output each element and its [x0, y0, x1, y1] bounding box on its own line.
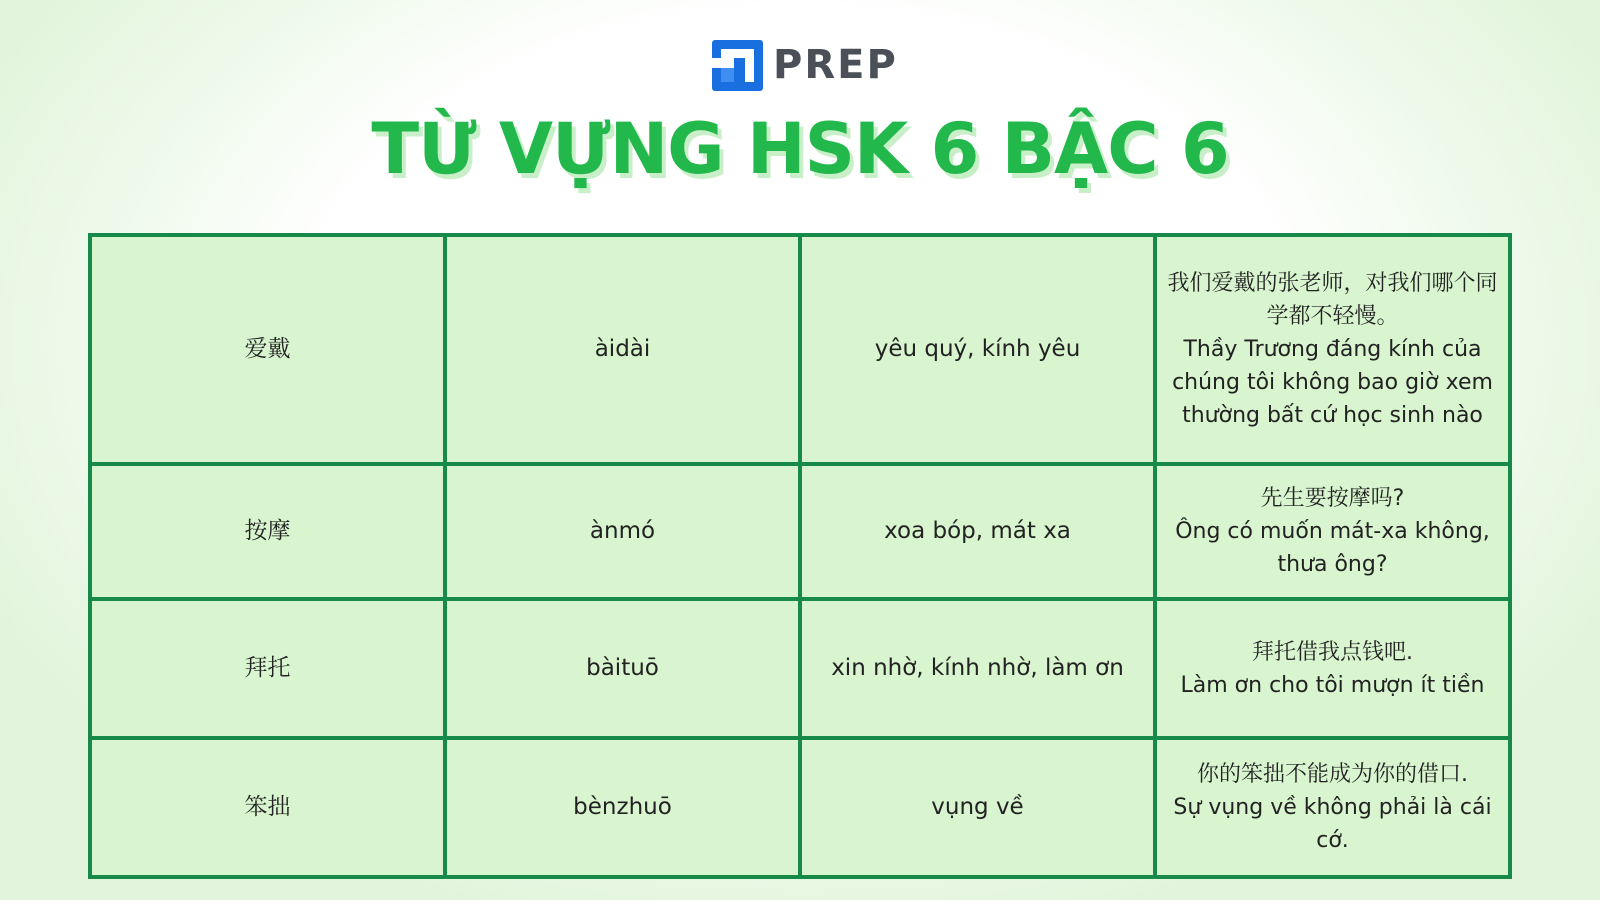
example-cell — [1155, 599, 1510, 737]
pinyin-cell: ànmó — [445, 464, 800, 599]
meaning-cell: vụng về — [800, 738, 1155, 877]
table-row — [90, 599, 1510, 737]
hanzi-cell: 按摩 — [90, 464, 445, 599]
example-cell — [1155, 464, 1510, 599]
example-vietnamese: Làm ơn cho tôi mượn ít tiền — [1180, 672, 1485, 698]
example-chinese: 先生要按摩吗? — [1260, 486, 1405, 512]
hanzi-cell: 拜托 — [90, 599, 445, 737]
prep-logo-icon — [712, 40, 763, 91]
prep-logo — [712, 38, 898, 92]
example-vietnamese: Sự vụng về không phải là cái cớ. — [1173, 794, 1492, 853]
meaning-cell: xoa bóp, mát xa — [800, 464, 1155, 599]
example-vietnamese: Thầy Trương đáng kính của chúng tôi không bao giờ xem thường bất cứ học sinh nào — [1172, 337, 1493, 429]
example-chinese: 你的笨拙不能成为你的借口. — [1197, 761, 1468, 787]
example-cell — [1155, 738, 1510, 877]
table-row — [90, 464, 1510, 599]
pinyin-cell: bàituō — [445, 599, 800, 737]
table-row — [90, 235, 1510, 464]
table-row — [90, 738, 1510, 877]
meaning-cell: xin nhờ, kính nhờ, làm ơn — [800, 599, 1155, 737]
hanzi-cell: 爱戴 — [90, 235, 445, 464]
pinyin-cell: àidài — [445, 235, 800, 464]
pinyin-cell: bènzhuō — [445, 738, 800, 877]
hanzi-cell: 笨拙 — [90, 738, 445, 877]
page-title: TỪ VỰNG HSK 6 BẬC 6 — [371, 108, 1229, 190]
example-vietnamese: Ông có muốn mát-xa không, thưa ông? — [1175, 519, 1490, 578]
vocabulary-table — [88, 233, 1512, 879]
brand-name: PREP — [773, 42, 898, 88]
example-chinese: 拜托借我点钱吧. — [1252, 639, 1413, 665]
example-cell — [1155, 235, 1510, 464]
example-chinese: 我们爱戴的张老师，对我们哪个同学都不轻慢。 — [1167, 271, 1498, 330]
meaning-cell: yêu quý, kính yêu — [800, 235, 1155, 464]
